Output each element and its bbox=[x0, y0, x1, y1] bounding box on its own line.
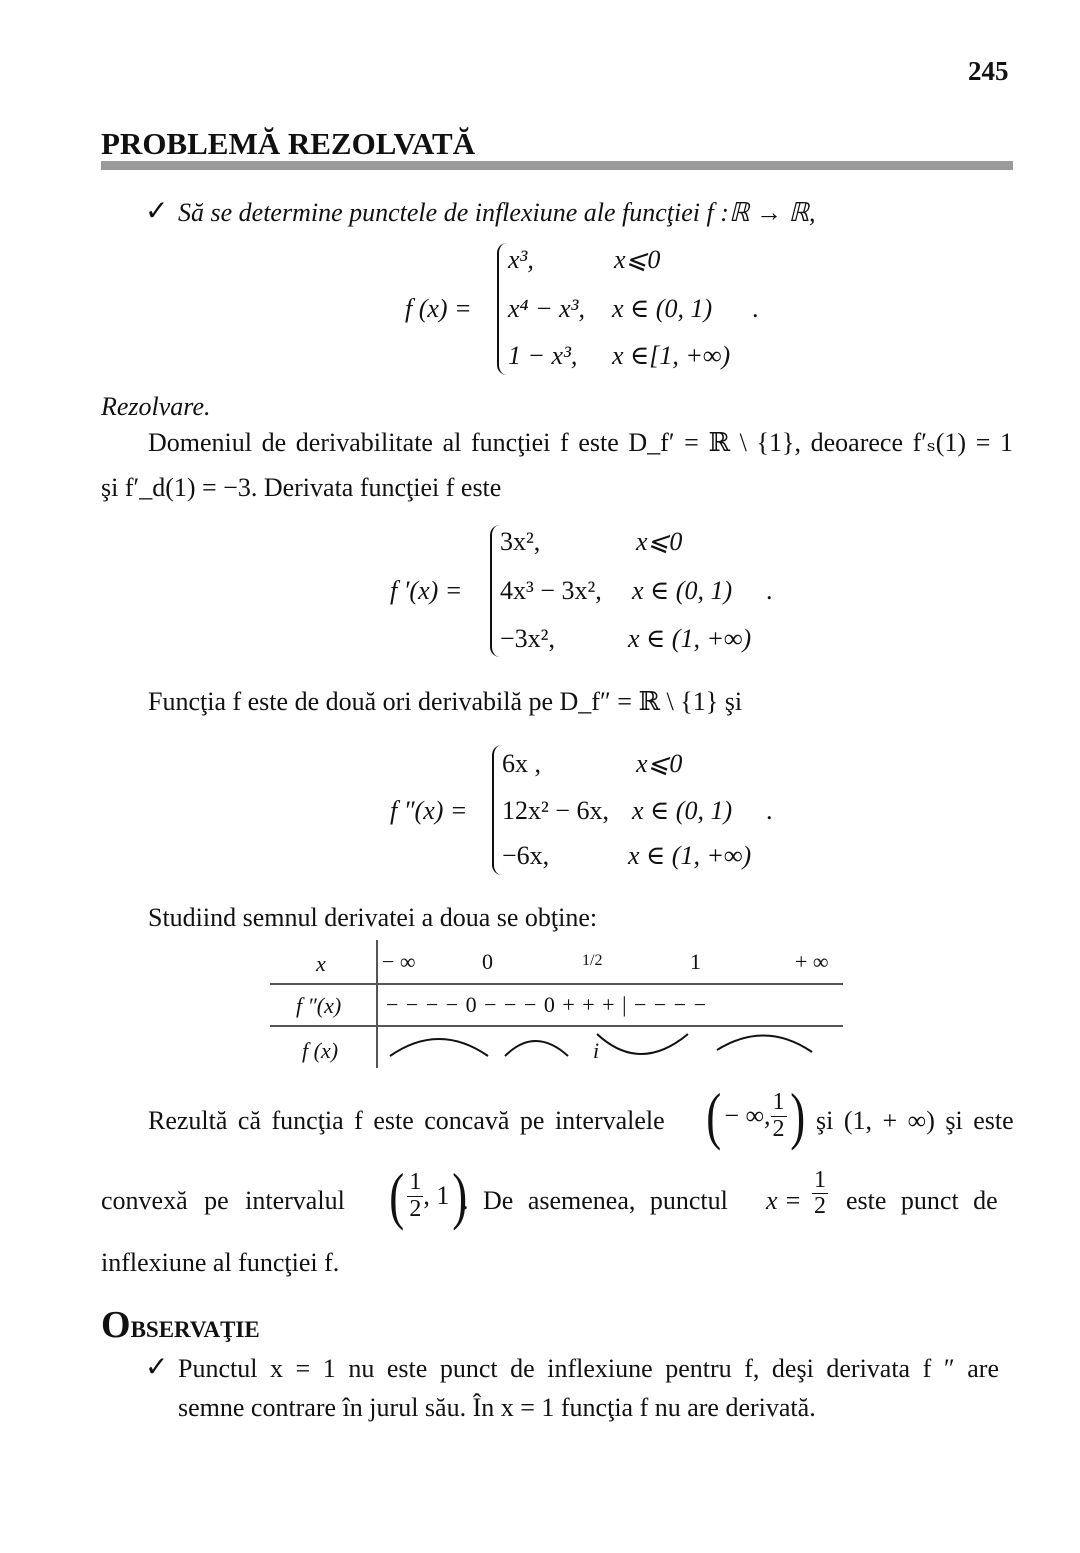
sign-row: − − − − 0 − − − 0 + + + | − − − − bbox=[386, 992, 707, 1017]
check-icon: ✓ bbox=[145, 1352, 169, 1383]
x-value: 1 bbox=[690, 949, 701, 974]
period: . bbox=[766, 796, 773, 825]
brace bbox=[497, 243, 507, 375]
fraction-half bbox=[812, 1168, 828, 1219]
fraction-num: 1 bbox=[814, 1167, 826, 1193]
check-icon: ✓ bbox=[145, 196, 169, 227]
case-expr: −6x, bbox=[502, 841, 550, 870]
case-expr: 6x , bbox=[502, 749, 541, 778]
page-number: 245 bbox=[968, 56, 1009, 86]
section-heading: PROBLEMĂ REZOLVATĂ bbox=[101, 126, 476, 161]
case-cond: x ∈[1, +∞) bbox=[612, 341, 731, 370]
concave-arc bbox=[717, 1035, 812, 1052]
row-label: f (x) bbox=[302, 1038, 339, 1063]
paragraph-line: semne contrare în jurul său. În x = 1 funcţia f nu are derivată. bbox=[178, 1393, 816, 1422]
interval-2 bbox=[386, 1160, 471, 1231]
table-divider bbox=[376, 940, 378, 1068]
right-paren: ) bbox=[789, 1080, 805, 1151]
inflection-mark: i bbox=[593, 1038, 600, 1063]
left-paren: ( bbox=[389, 1160, 405, 1231]
function-signature: f :ℝ → ℝ, bbox=[706, 198, 816, 227]
paragraph-line: Studiind semnul derivatei a doua se obţine: bbox=[148, 903, 598, 932]
case-expr: x⁴ − x³, bbox=[508, 294, 585, 323]
paragraph-line: Rezultă că funcţia f este concavă pe intervalele bbox=[148, 1106, 665, 1135]
brace bbox=[492, 745, 502, 875]
paragraph-line: Domeniul de derivabilitate al funcţiei f este D_f′ = ℝ \ {1}, deoarece f′ₛ(1) = 1 bbox=[148, 428, 1013, 457]
statement-text: Să se determine punctele de inflexiune ale funcţiei bbox=[178, 198, 700, 227]
paragraph-line: Funcţia f este de două ori derivabilă pe D_f″ = ℝ \ {1} şi bbox=[148, 687, 743, 716]
x-value: − ∞ bbox=[382, 949, 416, 974]
case-cond: x⩽0 bbox=[636, 527, 683, 556]
period: . bbox=[752, 294, 759, 323]
case-expr: 4x³ − 3x², bbox=[500, 576, 602, 605]
heading-rule bbox=[101, 161, 1013, 170]
observation-heading bbox=[101, 1306, 260, 1344]
case-cond: x⩽0 bbox=[614, 245, 661, 274]
concave-arc bbox=[505, 1041, 568, 1056]
case-cond: x ∈ (1, +∞) bbox=[628, 841, 752, 870]
concavity-arcs bbox=[390, 1030, 820, 1063]
table-divider bbox=[270, 1025, 843, 1027]
fprime-label: f ′(x) = bbox=[390, 576, 463, 605]
brace bbox=[490, 525, 500, 657]
fsecond-label: f ″(x) = bbox=[390, 796, 468, 825]
f-label: f (x) = bbox=[405, 294, 472, 323]
fraction bbox=[407, 1170, 423, 1221]
case-expr: 12x² − 6x, bbox=[502, 796, 609, 825]
case-cond: x ∈ (0, 1) bbox=[632, 576, 733, 605]
case-expr: −3x², bbox=[500, 624, 555, 653]
heading-initial: O bbox=[101, 1304, 131, 1346]
row-label: f ″(x) bbox=[296, 993, 342, 1018]
fraction-num: 1 bbox=[409, 1169, 422, 1196]
fraction bbox=[812, 1168, 828, 1219]
interval-start: − ∞, bbox=[724, 1101, 771, 1130]
case-cond: x ∈ (0, 1) bbox=[632, 796, 733, 825]
left-paren: ( bbox=[706, 1080, 722, 1151]
x-value: 0 bbox=[482, 949, 493, 974]
fraction-den: 2 bbox=[814, 1193, 826, 1220]
fraction-num: 1 bbox=[772, 1089, 785, 1116]
paragraph-line: . De asemenea, punctul bbox=[462, 1186, 728, 1215]
heading-rest: BSERVAŢIE bbox=[130, 1317, 260, 1342]
x-equals: x = bbox=[766, 1186, 802, 1215]
fraction-den: 2 bbox=[409, 1195, 422, 1222]
case-cond: x⩽0 bbox=[636, 749, 683, 778]
fraction-den: 2 bbox=[772, 1115, 785, 1142]
problem-statement bbox=[178, 200, 816, 226]
interval-end: , 1 bbox=[423, 1181, 450, 1210]
right-paren: ) bbox=[452, 1160, 468, 1231]
case-expr: x³, bbox=[508, 245, 534, 274]
interval-1 bbox=[703, 1080, 808, 1151]
case-expr: 1 − x³, bbox=[508, 341, 578, 370]
paragraph-line: şi f′_d(1) = −3. Derivata funcţiei f este bbox=[101, 473, 502, 502]
row-label: x bbox=[316, 951, 326, 976]
paragraph-line: convexă pe intervalul bbox=[101, 1186, 345, 1215]
x-value: + ∞ bbox=[795, 949, 829, 974]
case-cond: x ∈ (0, 1) bbox=[612, 294, 713, 323]
period: . bbox=[766, 576, 773, 605]
fraction bbox=[771, 1090, 787, 1141]
x-value-half: 1/2 bbox=[582, 952, 603, 969]
paragraph-line: Punctul x = 1 nu este punct de inflexiune pentru f, deşi derivata f ″ are bbox=[178, 1354, 999, 1383]
solution-label: Rezolvare. bbox=[101, 392, 211, 421]
paragraph-line: este punct de bbox=[846, 1186, 998, 1215]
paragraph-line: şi (1, + ∞) şi este bbox=[816, 1106, 1014, 1135]
convex-arc bbox=[597, 1034, 688, 1054]
case-expr: 3x², bbox=[500, 527, 541, 556]
concave-arc bbox=[390, 1039, 488, 1056]
table-divider bbox=[270, 983, 843, 985]
case-cond: x ∈ (1, +∞) bbox=[628, 624, 752, 653]
paragraph-line: inflexiune al funcţiei f. bbox=[101, 1248, 340, 1277]
